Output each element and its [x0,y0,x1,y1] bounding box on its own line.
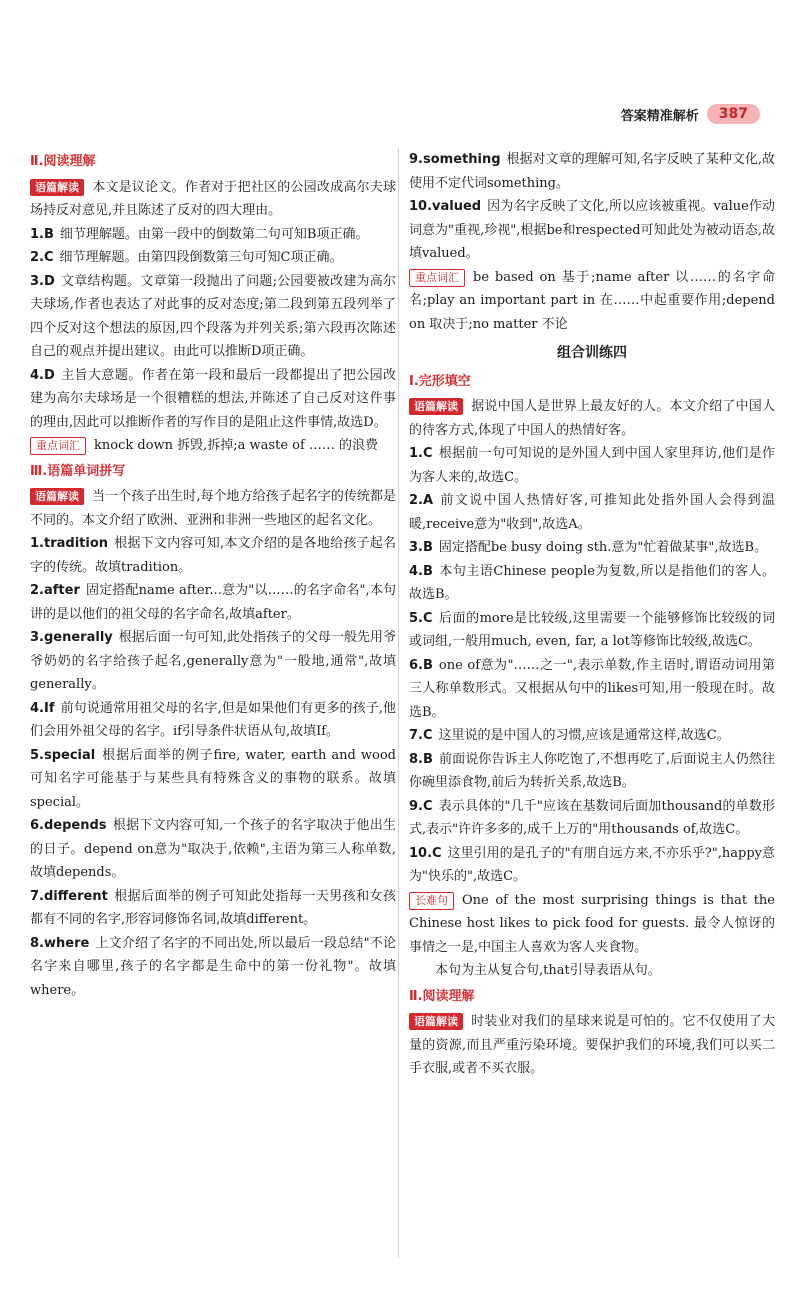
answer-key: 2.A [409,493,434,508]
answer-key: 3.B [409,540,433,555]
answer-key: 3.generally [30,630,113,645]
section-title: Ⅲ.语篇单词拼写 [30,463,126,479]
answer-key: 1.C [409,446,433,461]
group-title: 组合训练四 [557,345,627,361]
answer-explanation: 固定搭配be busy doing sth.意为"忙着做某事",故选B。 [438,540,768,555]
answer-key: 8.where [30,935,90,951]
answer-key: 10.C [409,845,442,861]
answer-explanation: 前句说通常用祖父母的名字,但是如果他们有更多的孩子,他们会用外祖父母的名字。if引导条件状语从句,故填If。 [30,700,396,739]
answer-explanation: 前文说中国人热情好客,可推知此处指外国人会得到温暖,receive意为"收到",故选A。 [409,493,775,532]
vocab-tag: 重点词汇 [30,437,86,455]
section-title: Ⅱ.阅读理解 [409,988,475,1004]
answer-item [30,932,396,1003]
long-sentence-note: 本句为主从复合句,that引导表语从句。 [435,963,661,978]
answer-explanation: 表示具体的"几千"应该在基数词后面加thousand的单数形式,表示"许许多多的,成千上万的"用thousands of,故选C。 [409,798,775,837]
answer-explanation: 前面说你告诉主人你吃饱了,不想再吃了,后面说主人仍然往你碗里添食物,前后为转折关系,故选B。 [409,751,775,790]
vocab-note: 重点词汇 knock down 拆毁,拆掉;a waste of …… 的浪费 [30,434,396,458]
answer-item [409,560,775,607]
answer-list [30,532,396,1002]
answer-explanation: 根据前一句可知说的是外国人到中国人家里拜访,他们是作为客人来的,故选C。 [409,446,775,485]
answer-list [409,442,775,889]
passage-tag: 语篇解读 [30,488,84,505]
column-divider [398,148,399,1258]
answer-explanation: 细节理解题。由第四段倒数第三句可知C项正确。 [59,250,343,265]
passage-intro: 语篇解读 当一个孩子出生时,每个地方给孩子起名字的传统都是不同的。本文介绍了欧洲、亚洲和非洲一些地区的起名文化。 [30,489,396,528]
answer-explanation: 这里引用的是孔子的"有朋自远方来,不亦乐乎?",happy意为"快乐的",故选C。 [409,845,775,884]
answer-explanation: one of意为"……之一",表示单数,作主语时,谓语动词用第三人称单数形式。又根据从句中的likes可知,用一般现在时。故选B。 [409,657,775,720]
answer-item [30,579,396,626]
passage-intro: 语篇解读 本文是议论文。作者对于把社区的公园改成高尔夫球场持反对意见,并且陈述了反对的四大理由。 [30,179,396,218]
answer-item [30,223,396,247]
answer-item [409,195,775,266]
passage-tag: 语篇解读 [409,1013,463,1030]
vocab-tag: 重点词汇 [409,269,465,287]
answer-key: 9.something [409,152,501,167]
answer-item [30,626,396,697]
vocab-note: 重点词汇 be based on 基于;name after 以……的名字命名;play an important part in 在……中起重要作用;depend on 取决于;no matter 不论 [409,269,775,332]
answer-key: 6.depends [30,818,107,833]
answer-explanation: 细节理解题。由第一段中的倒数第二句可知B项正确。 [59,226,369,242]
answer-item [30,364,396,435]
answer-key: 10.valued [409,199,482,214]
answer-explanation: 固定搭配name after...意为"以……的名字命名",本句讲的是以他们的祖父母的名字命名,故填after。 [30,583,396,622]
answer-item [409,654,775,725]
answer-key: 1.tradition [30,536,108,551]
answer-explanation: 文章结构题。文章第一段抛出了问题;公园要被改建为高尔夫球场,作者也表达了对此事的反对态度;第二段到第五段列举了四个反对这个想法的原因,四个段落为并列关系;第六段再次陈述自己的观点并提出建议。由此可以推断D项正确。 [30,273,396,359]
answer-key: 5.special [30,747,96,763]
answer-item [409,489,775,536]
answer-list [30,223,396,435]
section-title: Ⅱ.阅读理解 [30,154,96,169]
answer-explanation: 根据下文内容可知,一个孩子的名字取决于他出生的日子。depend on意为"取决于,依赖",主语为第三人称单数,故填depends。 [30,818,396,880]
answer-key: 2.C [30,250,54,265]
answer-key: 8.B [409,751,433,767]
answer-key: 7.C [409,728,433,743]
answer-explanation: 根据后面举的例子可知此处指每一天男孩和女孩都有不同的名字,形容词修饰名词,故填different。 [30,888,396,927]
left-column [30,148,396,1002]
answer-item [409,842,775,889]
answer-item [30,744,396,815]
long-sentence: 长难句 One of the most surprising things is that the Chinese host likes to pick food for guests. 最令人惊讶的事情之一是,中国主人喜欢为客人夹食物。 [409,892,775,955]
passage-intro: 语篇解读 据说中国人是世界上最友好的人。本文介绍了中国人的待客方式,体现了中国人的热情好客。 [409,399,775,438]
page-header [621,104,760,124]
header-title: 答案精准解析 [620,108,699,124]
answer-explanation: 后面的more是比较级,这里需要一个能够修饰比较级的词或词组,一般用much, even, far, a lot等修饰比较级,故选C。 [409,610,775,649]
answer-explanation: 根据对文章的理解可知,名字反映了某种文化,故使用不定代词something。 [409,152,775,191]
answer-explanation: 根据后面一句可知,此处指孩子的父母一般先用爷爷奶奶的名字给孩子起名,generally意为"一般地,通常",故填generally。 [30,630,396,692]
answer-key: 4.If [30,700,55,716]
page-number: 387 [707,104,760,124]
answer-key: 4.D [30,367,55,383]
answer-item [409,148,775,195]
passage-intro: 语篇解读 时装业对我们的星球来说是可怕的。它不仅使用了大量的资源,而且严重污染环境。要保护我们的环境,我们可以买二手衣服,或者不买衣服。 [409,1014,775,1076]
answer-key: 3.D [30,273,55,289]
answer-explanation: 上文介绍了名字的不同出处,所以最后一段总结"不论名字来自哪里,孩子的名字都是生命中的第一份礼物"。故填where。 [30,935,396,998]
answer-key: 7.different [30,888,108,904]
answer-item [30,532,396,579]
answer-explanation: 根据下文内容可知,本文介绍的是各地给孩子起名字的传统。故填tradition。 [30,536,396,575]
answer-explanation: 这里说的是中国人的习惯,应该是通常这样,故选C。 [438,728,730,743]
passage-tag: 语篇解读 [30,179,84,196]
answer-explanation: 根据后面举的例子fire, water, earth and wood可知名字可能基于与某些具有特殊含义的事物的联系。故填special。 [30,747,396,810]
answer-item [409,724,775,748]
answer-item [30,885,396,932]
answer-key: 1.B [30,226,54,242]
answer-key: 4.B [409,563,433,579]
answer-explanation: 本句主语Chinese people为复数,所以是指他们的客人。故选B。 [409,563,775,602]
long-sentence-tag: 长难句 [409,892,454,910]
answer-item [30,814,396,885]
answer-item [30,697,396,744]
answer-item [30,246,396,270]
answer-explanation: 主旨大意题。作者在第一段和最后一段都提出了把公园改建为高尔夫球场是一个很糟糕的想法,并陈述了自己反对这件事的理由,因此可以推断作者的写作目的是阻止这件事情,故选D。 [30,367,396,430]
answer-item [409,536,775,560]
right-column [409,148,775,1081]
passage-tag: 语篇解读 [409,398,463,415]
answer-item [409,442,775,489]
answer-item [409,795,775,842]
answer-item [30,270,396,364]
answer-key: 5.C [409,610,433,626]
answer-key: 2.after [30,583,80,598]
answer-list [409,148,775,266]
answer-item [409,607,775,654]
section-title: Ⅰ.完形填空 [409,373,471,389]
answer-item [409,748,775,795]
answer-explanation: 因为名字反映了文化,所以应该被重视。value作动词意为"重视,珍视",根据be和respected可知此处为被动语态,故填valued。 [409,199,775,261]
answer-key: 6.B [409,657,433,673]
answer-key: 9.C [409,798,433,814]
